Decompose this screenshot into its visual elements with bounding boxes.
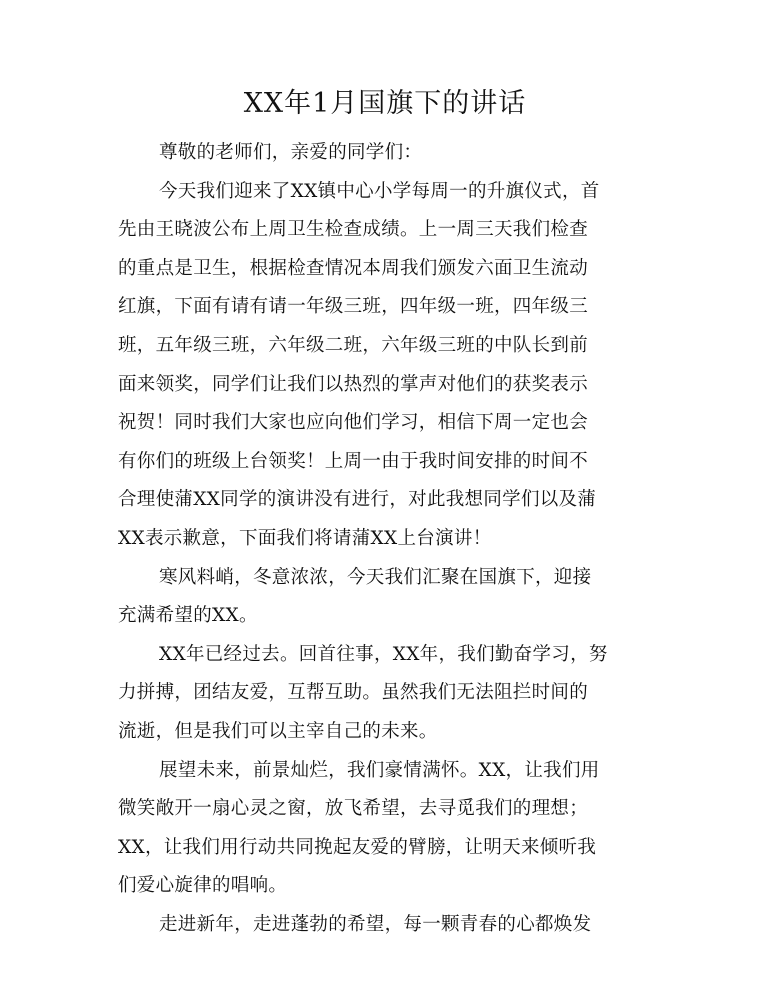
body-line: 先由王晓波公布上周卫生检查成绩。上一周三天我们检查: [118, 219, 589, 241]
body-line: 的重点是卫生，根据检查情况本周我们颁发六面卫生流动: [118, 257, 589, 279]
body-line: 充满希望的XX。: [118, 605, 258, 627]
body-line: 力拼搏，团结友爱，互帮互助。虽然我们无法阻拦时间的: [118, 682, 589, 704]
body-line: 红旗，下面有请有请一年级三班，四年级一班，四年级三: [118, 296, 589, 318]
body-line: 祝贺！同时我们大家也应向他们学习，相信下周一定也会: [118, 412, 589, 434]
body-line: 面来领奖，同学们让我们以热烈的掌声对他们的获奖表示: [118, 373, 589, 395]
body-line: 今天我们迎来了XX镇中心小学每周一的升旗仪式，首: [159, 180, 600, 202]
body-line: XX年已经过去。回首往事，XX年，我们勤奋学习，努: [159, 643, 608, 665]
document-body: [118, 134, 654, 944]
body-line: 尊敬的老师们，亲爱的同学们：: [159, 142, 423, 163]
body-line: 寒风料峭，冬意浓浓，今天我们汇聚在国旗下，迎接: [159, 566, 592, 588]
body-line: 微笑敞开一扇心灵之窗，放飞希望，去寻觅我们的理想；: [118, 798, 589, 820]
body-line: 合理使蒲XX同学的演讲没有进行，对此我想同学们以及蒲: [118, 489, 597, 511]
body-line: 走进新年，走进蓬勃的希望，每一颗青春的心都焕发: [159, 913, 592, 935]
body-line: XX，让我们用行动共同挽起友爱的臂膀，让明天来倾听我: [118, 836, 597, 858]
body-line: 流逝，但是我们可以主宰自己的未来。: [118, 720, 438, 742]
body-line: 展望未来，前景灿烂，我们豪情满怀。XX，让我们用: [159, 759, 600, 781]
body-line: XX表示歉意，下面我们将请蒲XX上台演讲！: [118, 527, 492, 549]
body-line: 们爱心旋律的唱响。: [118, 875, 288, 897]
body-line: 班，五年级三班，六年级二班，六年级三班的中队长到前: [118, 334, 589, 356]
body-line: 有你们的班级上台领奖！上周一由于我时间安排的时间不: [118, 450, 589, 472]
document-title: XX年1月国旗下的讲话: [243, 88, 527, 119]
